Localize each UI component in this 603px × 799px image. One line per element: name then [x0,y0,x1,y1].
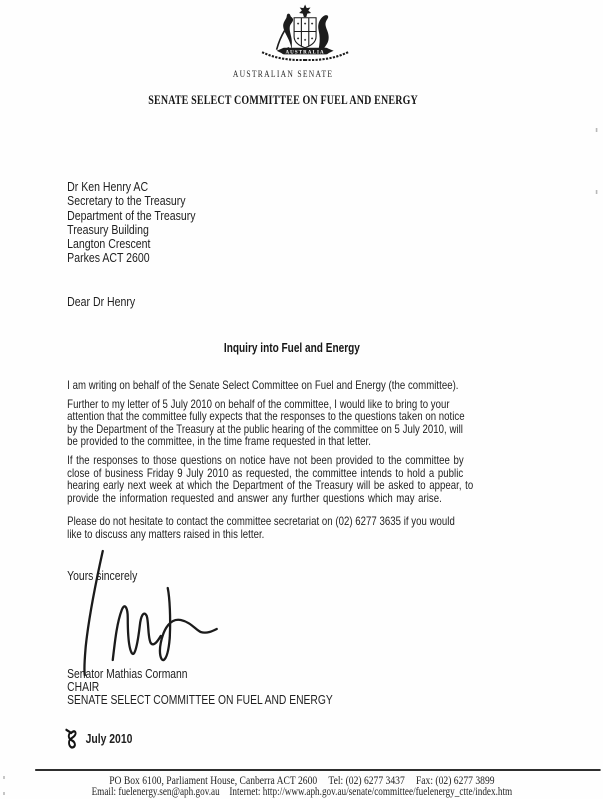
banner [277,48,334,56]
footer-online-line [19,786,584,798]
valediction: Yours sincerely [67,568,138,583]
paragraph [67,454,515,504]
shield-icon [294,18,316,48]
recipient-line: Treasury Building [67,221,149,237]
handwritten-signature [61,546,221,679]
footer-internet: Internet: http://www.aph.gov.au/senate/committee/fuelenergy_ctte/index.htm [229,786,513,798]
scan-artifact [596,128,598,132]
recipient-address-block [67,180,195,266]
recipient-line: Langton Crescent [67,236,151,252]
signatory-committee: SENATE SELECT COMMITTEE ON FUEL AND ENERGY [67,691,333,707]
footer-email: Email: fuelenergy.sen@aph.gov.au [91,786,220,798]
paragraph-line: provide the information requested and answer any further questions which may arise. [67,490,442,505]
footer-address: PO Box 6100, Parliament House, Canberra ACT 2600 [109,773,318,787]
paragraph-line: like to discuss any matters raised in this letter. [67,526,265,541]
footer-divider [35,769,600,771]
salutation: Dear Dr Henry [67,294,136,309]
recipient-line: Dr Ken Henry AC [67,179,149,194]
committee-title: SENATE SELECT COMMITTEE ON FUEL AND ENERGY [148,93,418,107]
paragraph-line: attention that the committee fully expects that the responses to the questions taken on notice [67,409,465,424]
paragraph-line: close of business Friday 9 July 2010 as requested, the committee intends to hold a public [67,465,464,480]
signatory-role: CHAIR [67,678,100,694]
coat-of-arms-icon [255,4,355,61]
paragraph-line: hearing early next week at which the Department of the Treasury will be asked to appear, to [67,478,474,493]
recipient-line: Parkes ACT 2600 [67,250,150,266]
paragraph-line: I am writing on behalf of the Senate Select Committee on Fuel and Energy (the committee). [67,378,459,392]
recipient-line: Department of the Treasury [67,207,196,223]
paragraph [67,515,515,540]
paragraph-line: Further to my letter of 5 July 2010 on behalf of the committee, I would like to bring to your [67,396,450,411]
paragraph-line: Please do not hesitate to contact the committee secretariat on (02) 6277 3635 if you would [67,514,455,529]
subject-line: Inquiry into Fuel and Energy [223,341,360,355]
footer-tel: Tel: (02) 6277 3437 [328,773,405,787]
footer-fax: Fax: (02) 6277 3899 [415,773,495,787]
signature-block [67,668,333,707]
scan-artifact [596,190,598,194]
signatory-name: Senator Mathias Cormann [67,666,188,681]
paragraph-line: If the responses to those questions on notice have not been provided to the committee by [67,452,464,467]
paragraph-line: by the Department of the Treasury at the public hearing of the committee on 5 July 2010, will [67,421,463,436]
scan-artifact [3,776,5,779]
handwritten-day [63,728,79,750]
letter-paragraphs [67,379,515,547]
emu-icon [318,15,329,49]
banner-text: AUSTRALIA [285,50,325,56]
scan-artifact [3,792,5,795]
paragraph [67,379,515,392]
paragraph-line: be provided to the committee, in the time frame requested in that letter. [67,434,371,449]
date-text: July 2010 [85,731,133,746]
paragraph [67,398,515,448]
recipient-line: Secretary to the Treasury [67,193,186,209]
organisation-name: AUSTRALIAN SENATE [232,70,334,80]
star-icon [299,4,311,17]
